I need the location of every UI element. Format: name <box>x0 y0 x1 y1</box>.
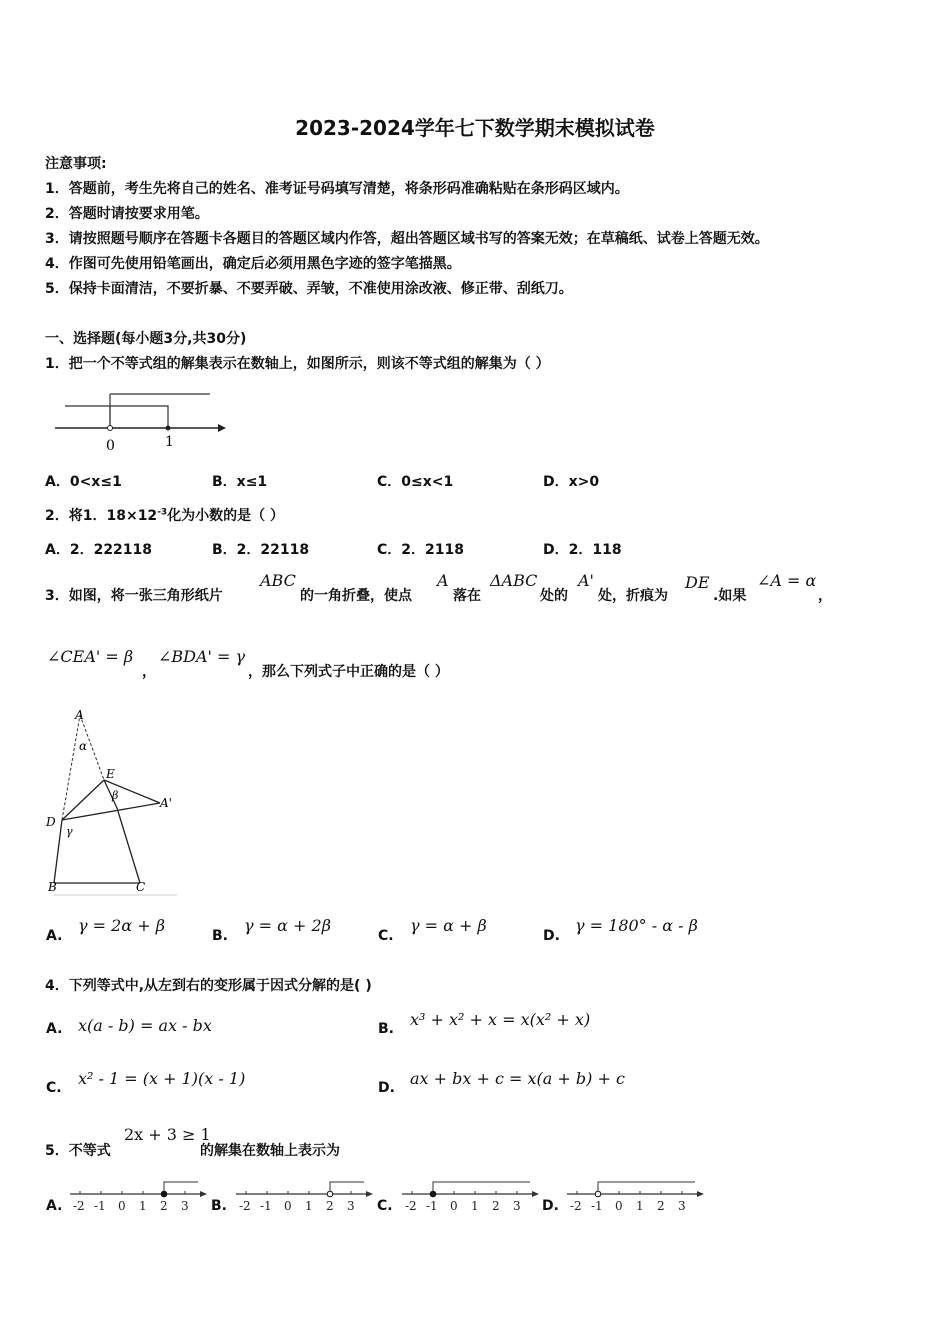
axis-tick-label: -2 <box>239 1199 251 1213</box>
figure-label: D <box>46 815 56 829</box>
q1-stem: 1．把一个不等式组的解集表示在数轴上，如图所示，则该不等式组的解集为（ ） <box>45 356 550 372</box>
q5-stem-text: 5．不等式 <box>45 1143 111 1159</box>
q3-stem-text: .如果 <box>713 588 747 604</box>
q3-math: ∠A = α <box>757 571 817 590</box>
q5-stem-text: 的解集在数轴上表示为 <box>200 1143 340 1159</box>
notice-item: 5．保持卡面清洁，不要折暴、不要弄破、弄皱，不准使用涂改液、修正带、刮纸刀。 <box>45 281 573 297</box>
q2-stem <box>45 505 284 525</box>
endpoint-dot <box>161 1191 167 1197</box>
axis-tick-label: 2 <box>326 1199 334 1213</box>
q3-math: ∠BDA' = γ <box>158 647 246 666</box>
axis-tick-label: 3 <box>181 1199 189 1213</box>
figure-label: E <box>106 767 115 781</box>
figure-label: A' <box>160 796 172 810</box>
axis-tick-label: 2 <box>160 1199 168 1213</box>
axis-tick-label: 1 <box>471 1199 479 1213</box>
q3-math: ∠CEA' = β <box>47 647 134 666</box>
endpoint-dot <box>327 1191 333 1197</box>
q3-math: A' <box>578 571 594 590</box>
q4-option-letter: B. <box>378 1021 394 1037</box>
q3-stem-text: ， <box>142 664 156 680</box>
notice-item: 4．作图可先使用铅笔画出，确定后必须用黑色字迹的签字笔描黑。 <box>45 256 461 272</box>
figure-label: α <box>79 739 88 753</box>
q5-option-letter: C. <box>377 1198 393 1214</box>
axis-tick-label: 3 <box>513 1199 521 1213</box>
axis-tick-label: 1 <box>139 1199 147 1213</box>
figure-label: γ <box>66 825 73 838</box>
q5-option-letter: B. <box>211 1198 227 1214</box>
q1-option-a: A．0<x≤1 <box>45 474 122 490</box>
q4-option-letter: D. <box>378 1080 395 1096</box>
q4-stem: 4．下列等式中,从左到右的变形属于因式分解的是( ) <box>45 978 372 994</box>
q5-number-line-a <box>68 1176 213 1216</box>
axis-tick-label: 0 <box>450 1199 458 1213</box>
q3-stem-text: 处，折痕为 <box>598 588 668 604</box>
q5-number-line-b <box>234 1176 379 1216</box>
axis-tick-label: 3 <box>678 1199 686 1213</box>
axis-tick-label: 0 <box>615 1199 623 1213</box>
q3-option-letter: B. <box>212 928 228 944</box>
axis-label: 0 <box>106 438 115 454</box>
solution-ray <box>330 1182 364 1194</box>
q2-option-d: D．2．118 <box>543 542 622 558</box>
q3-option-b: γ = α + 2β <box>244 916 331 935</box>
axis-tick-label: -1 <box>94 1199 106 1213</box>
q3-option-d: γ = 180° - α - β <box>575 916 698 935</box>
q3-math: ΔABC <box>490 571 538 590</box>
q2-stem-part: 2．将1．18×12 <box>45 508 158 524</box>
figure-label: β <box>112 789 119 802</box>
axis-tick-label: -2 <box>73 1199 85 1213</box>
q3-stem-text: ， <box>818 588 832 604</box>
q2-exponent: -3 <box>157 507 168 518</box>
q3-triangle-figure <box>42 705 182 900</box>
axis-tick-label: -1 <box>426 1199 438 1213</box>
axis-tick-label: 0 <box>284 1199 292 1213</box>
q3-option-c: γ = α + β <box>410 916 487 935</box>
notice-heading: 注意事项: <box>45 156 107 172</box>
axis-arrow <box>532 1191 539 1197</box>
q5-option-letter: A. <box>46 1198 63 1214</box>
notice-item: 3．请按照题号顺序在答题卡各题目的答题区域内作答，超出答题区域书写的答案无效；在草稿纸、试卷上答题无效。 <box>45 231 769 247</box>
axis-tick-label: -1 <box>591 1199 603 1213</box>
axis-tick-label: -1 <box>260 1199 272 1213</box>
endpoint-dot <box>430 1191 436 1197</box>
solution-ray <box>433 1182 530 1194</box>
q4-option-d: ax + bx + c = x(a + b) + c <box>410 1069 625 1088</box>
q5-option-letter: D. <box>542 1198 559 1214</box>
q4-option-b: x³ + x² + x = x(x² + x) <box>410 1010 591 1029</box>
q1-number-line <box>50 388 230 454</box>
q4-option-letter: A. <box>46 1021 63 1037</box>
axis-tick-label: -2 <box>405 1199 417 1213</box>
q1-option-c: C．0≤x<1 <box>377 474 454 490</box>
q3-stem-text: ，那么下列式子中正确的是（ ） <box>248 664 449 680</box>
figure-label: C <box>136 880 146 894</box>
axis-arrow <box>200 1191 207 1197</box>
q3-math: A <box>437 571 449 590</box>
q3-option-letter: D. <box>543 928 560 944</box>
axis-tick-label: 0 <box>118 1199 126 1213</box>
endpoint-dot <box>595 1191 601 1197</box>
q4-option-letter: C. <box>46 1080 62 1096</box>
q5-math: 2x + 3 ≥ 1 <box>124 1125 211 1144</box>
solution-ray <box>164 1182 198 1194</box>
axis-label: 1 <box>165 434 174 450</box>
section-heading: 一、选择题(每小题3分,共30分) <box>45 331 247 347</box>
q3-option-letter: C. <box>378 928 394 944</box>
axis-tick-label: 3 <box>347 1199 355 1213</box>
notice-item: 2．答题时请按要求用笔。 <box>45 206 209 222</box>
axis-tick-label: 1 <box>305 1199 313 1213</box>
q3-stem-text: 3．如图，将一张三角形纸片 <box>45 588 223 604</box>
q1-option-d: D．x>0 <box>543 474 600 490</box>
axis-tick-label: 1 <box>636 1199 644 1213</box>
q2-stem-part: 化为小数的是（ ） <box>167 508 285 524</box>
q1-option-b: B．x≤1 <box>212 474 268 490</box>
axis-tick-label: 2 <box>492 1199 500 1213</box>
q3-math: DE <box>685 573 710 592</box>
q2-option-c: C．2．2118 <box>377 542 464 558</box>
q2-option-b: B．2．22118 <box>212 542 310 558</box>
q3-option-a: γ = 2α + β <box>78 916 165 935</box>
q3-stem-text: 的一角折叠，使点 <box>300 588 412 604</box>
q2-option-a: A．2．222118 <box>45 542 153 558</box>
q3-stem-text: 处的 <box>540 588 568 604</box>
q3-math: ABC <box>260 571 296 590</box>
axis-tick-label: 2 <box>657 1199 665 1213</box>
figure-label: B <box>48 880 57 894</box>
q4-option-c: x² - 1 = (x + 1)(x - 1) <box>78 1069 246 1088</box>
solution-ray <box>598 1182 695 1194</box>
axis-tick-label: -2 <box>570 1199 582 1213</box>
q5-number-line-d <box>565 1176 710 1216</box>
q5-number-line-c <box>400 1176 545 1216</box>
q3-stem-text: 落在 <box>453 588 481 604</box>
q4-option-a: x(a - b) = ax - bx <box>78 1016 212 1035</box>
axis-arrow <box>366 1191 373 1197</box>
page-title: 2023-2024学年七下数学期末模拟试卷 <box>295 116 655 140</box>
q3-option-letter: A. <box>46 928 63 944</box>
figure-label: A <box>75 708 84 722</box>
axis-arrow <box>697 1191 704 1197</box>
notice-item: 1．答题前，考生先将自己的姓名、准考证号码填写清楚，将条形码准确粘贴在条形码区域内。 <box>45 181 629 197</box>
